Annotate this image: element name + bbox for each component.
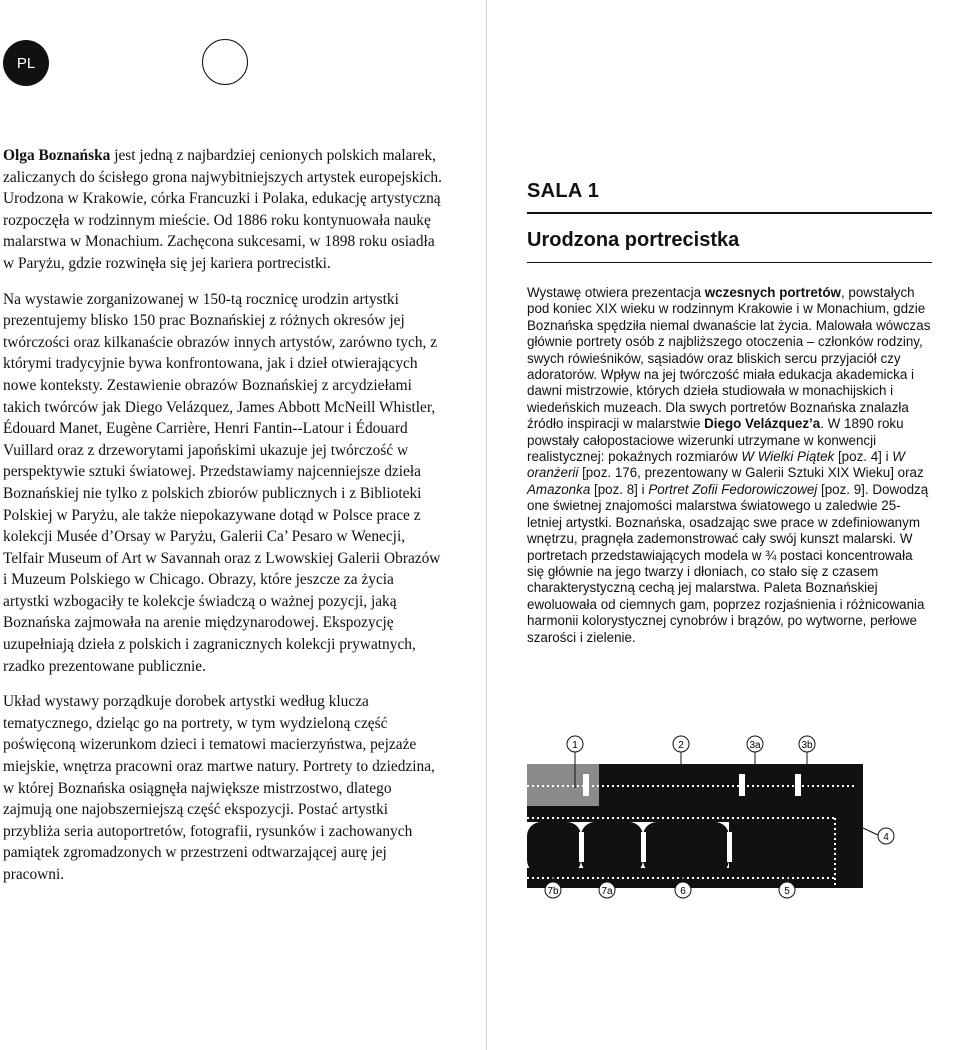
marker-7b: 7b [547,886,559,897]
marker-5: 5 [784,886,790,897]
room-description [527,180,932,646]
intro-paragraph-2: Na wystawie zorganizowanej w 150-tą rocznicę urodzin artystki prezentujemy blisko 150 prac Boznańskiej z różnych okresów jej twórczości oraz kilkanaście obrazów innych artystów, zarówno tych, z którymi tradycyjnie bywa konfrontowana, jak i dzieł otwierających nowe konteksty. Zestawienie obrazów Boznańskiej z arcydziełami takich twórców jak Diego Velázquez, James Abbott McNeill Whistler, Édouard Manet, Eugène Carrière, Henri Fantin--Latour i Édouard Vuillard oraz z drzeworytami japońskimi ukazuje jej twórczość w perspektywie sztuki światowej. Przedstawiamy najcenniejsze dzieła Boznańskiej nie tylko z polskich zbiorów publicznych i z Biblioteki Polskiej w Paryżu, ale także niepokazywane dotąd w Polsce prace z kolekcji Musée d’Orsay w Paryżu, Galerii Ca’ Pesaro w Wenecji, Telfair Museum of Art w Savannah oraz z Lwowskiej Galerii Obrazów i Muzeum Polskiego w Chicago. Obrazy, które jeszcze za życia artystki wzbogaciły te kolekcje świadczą o ważnej pozycji, jaką Boznańska zajmowała na arenie międzynarodowej. Ekspozycję uzupełniają dzieła z polskich i zagranicznych kolekcji prywatnych, rzadko prezentowane publicznie. [3,290,441,675]
marker-2: 2 [678,740,684,751]
marker-3a: 3a [749,740,761,751]
marker-4: 4 [883,832,889,843]
intro-text [3,145,443,900]
room-label: SALA 1 [527,180,932,214]
language-badge[interactable]: PL [3,40,49,86]
page-fold-divider [486,0,487,1050]
floor-plan-rooms [527,764,863,888]
room-6 [643,822,729,874]
language-toggle-circle[interactable] [202,39,248,85]
room-5 [729,822,863,874]
room-7a [581,822,643,874]
floor-plan-diagram [515,728,945,908]
marker-1: 1 [572,740,578,751]
room-7b [527,822,581,874]
marker-7a: 7a [601,886,613,897]
floor-plan [515,728,945,908]
marker-3b: 3b [801,740,813,751]
room-text: Wystawę otwiera prezentacja wczesnych portretów, powstałych pod koniec XIX wieku w rodzinnym Krakowie i w Monachium, gdzie Boznańska spędziła niemal dwanaście lat życia. Malowała wówczas głównie portrety osób z najbliższego otoczenia – członków rodziny, swych rówieśników, sąsiadów oraz bliskich sercu przyjaciół czy adoratorów. Wpływ na jej twórczość miała edukacja akademicka i dawni mistrzowie, których dzieła studiowała w monachijskich i wiedeńskich muzeach. Dla swych portretów Boznańska znalazła źródło inspiracji w malarstwie Diego Velázquez’a. W 1890 roku powstały całopostaciowe wizerunki utrzymane w konwencji realistycznej: pokaźnych rozmiarów W Wielki Piątek [poz. 4] i W oranżerii [poz. 176, prezentowany w Galerii Sztuki XIX Wieku] oraz Amazonka [poz. 8] i Portret Zofii Fedorowiczowej [poz. 9]. Dowodzą one świetnej znajomości malarstwa światowego u zaledwie 25-letniej artystki. Boznańska, osadzając swe prace w zdefiniowanym wnętrzu, pragnęła zademonstrować cały swój kunszt malarski. W portretach przedstawiających modela w ¾ postaci koncentrowała się głównie na jego twarzy i dłoniach, co stało się z czasem charakterystyczną cechą jej malarstwa. Paleta Boznańskiej ewoluowała od ciemnych gam, poprzez rozjaśnienia i różnicowania harmonii kolorystycznej cynobrów i brązów, po wytworne, perłowe szarości i zielenie. [527,285,931,645]
room-3a [743,764,799,806]
intro-paragraph-1: Olga Boznańska jest jedną z najbardziej cenionych polskich malarek, zaliczanych do ścisłego grona najwybitniejszych artystek europejskich. Urodzona w Krakowie, córka Francuzki i Polaka, edukację artystyczną rozpoczęła w rodzinnym mieście. Od 1886 roku kontynuowała naukę malarstwa w Monachium. Zachęcona sukcesami, w 1898 roku osiadła w Paryżu, gdzie rozwinęła się jej kariera portrecistki. [3,147,442,272]
corridor [527,806,855,822]
room-title: Urodzona portrecistka [527,229,932,263]
room-2 [599,764,743,806]
marker-6: 6 [680,886,686,897]
artist-name: Olga Boznańska [3,147,111,164]
intro-paragraph-3: Układ wystawy porządkuje dorobek artystki według klucza tematycznego, dzieląc go na portrety, w tym wydzieloną część poświęconą wizerunkom dzieci i tematowi macierzyństwa, pejzaże miejskie, wnętrza pracowni oraz martwe natury. Portrety to dziedzina, w której Boznańska osiągnęła największe mistrzostwo, dlatego zajmują one najobszerniejszą część ekspozycji. Postać artystki przybliża seria autoportretów, fotografii, rysunków i zachowanych pamiątek zgromadzonych w przestrzeni odtwarzającej aurę jej pracowni. [3,693,435,883]
